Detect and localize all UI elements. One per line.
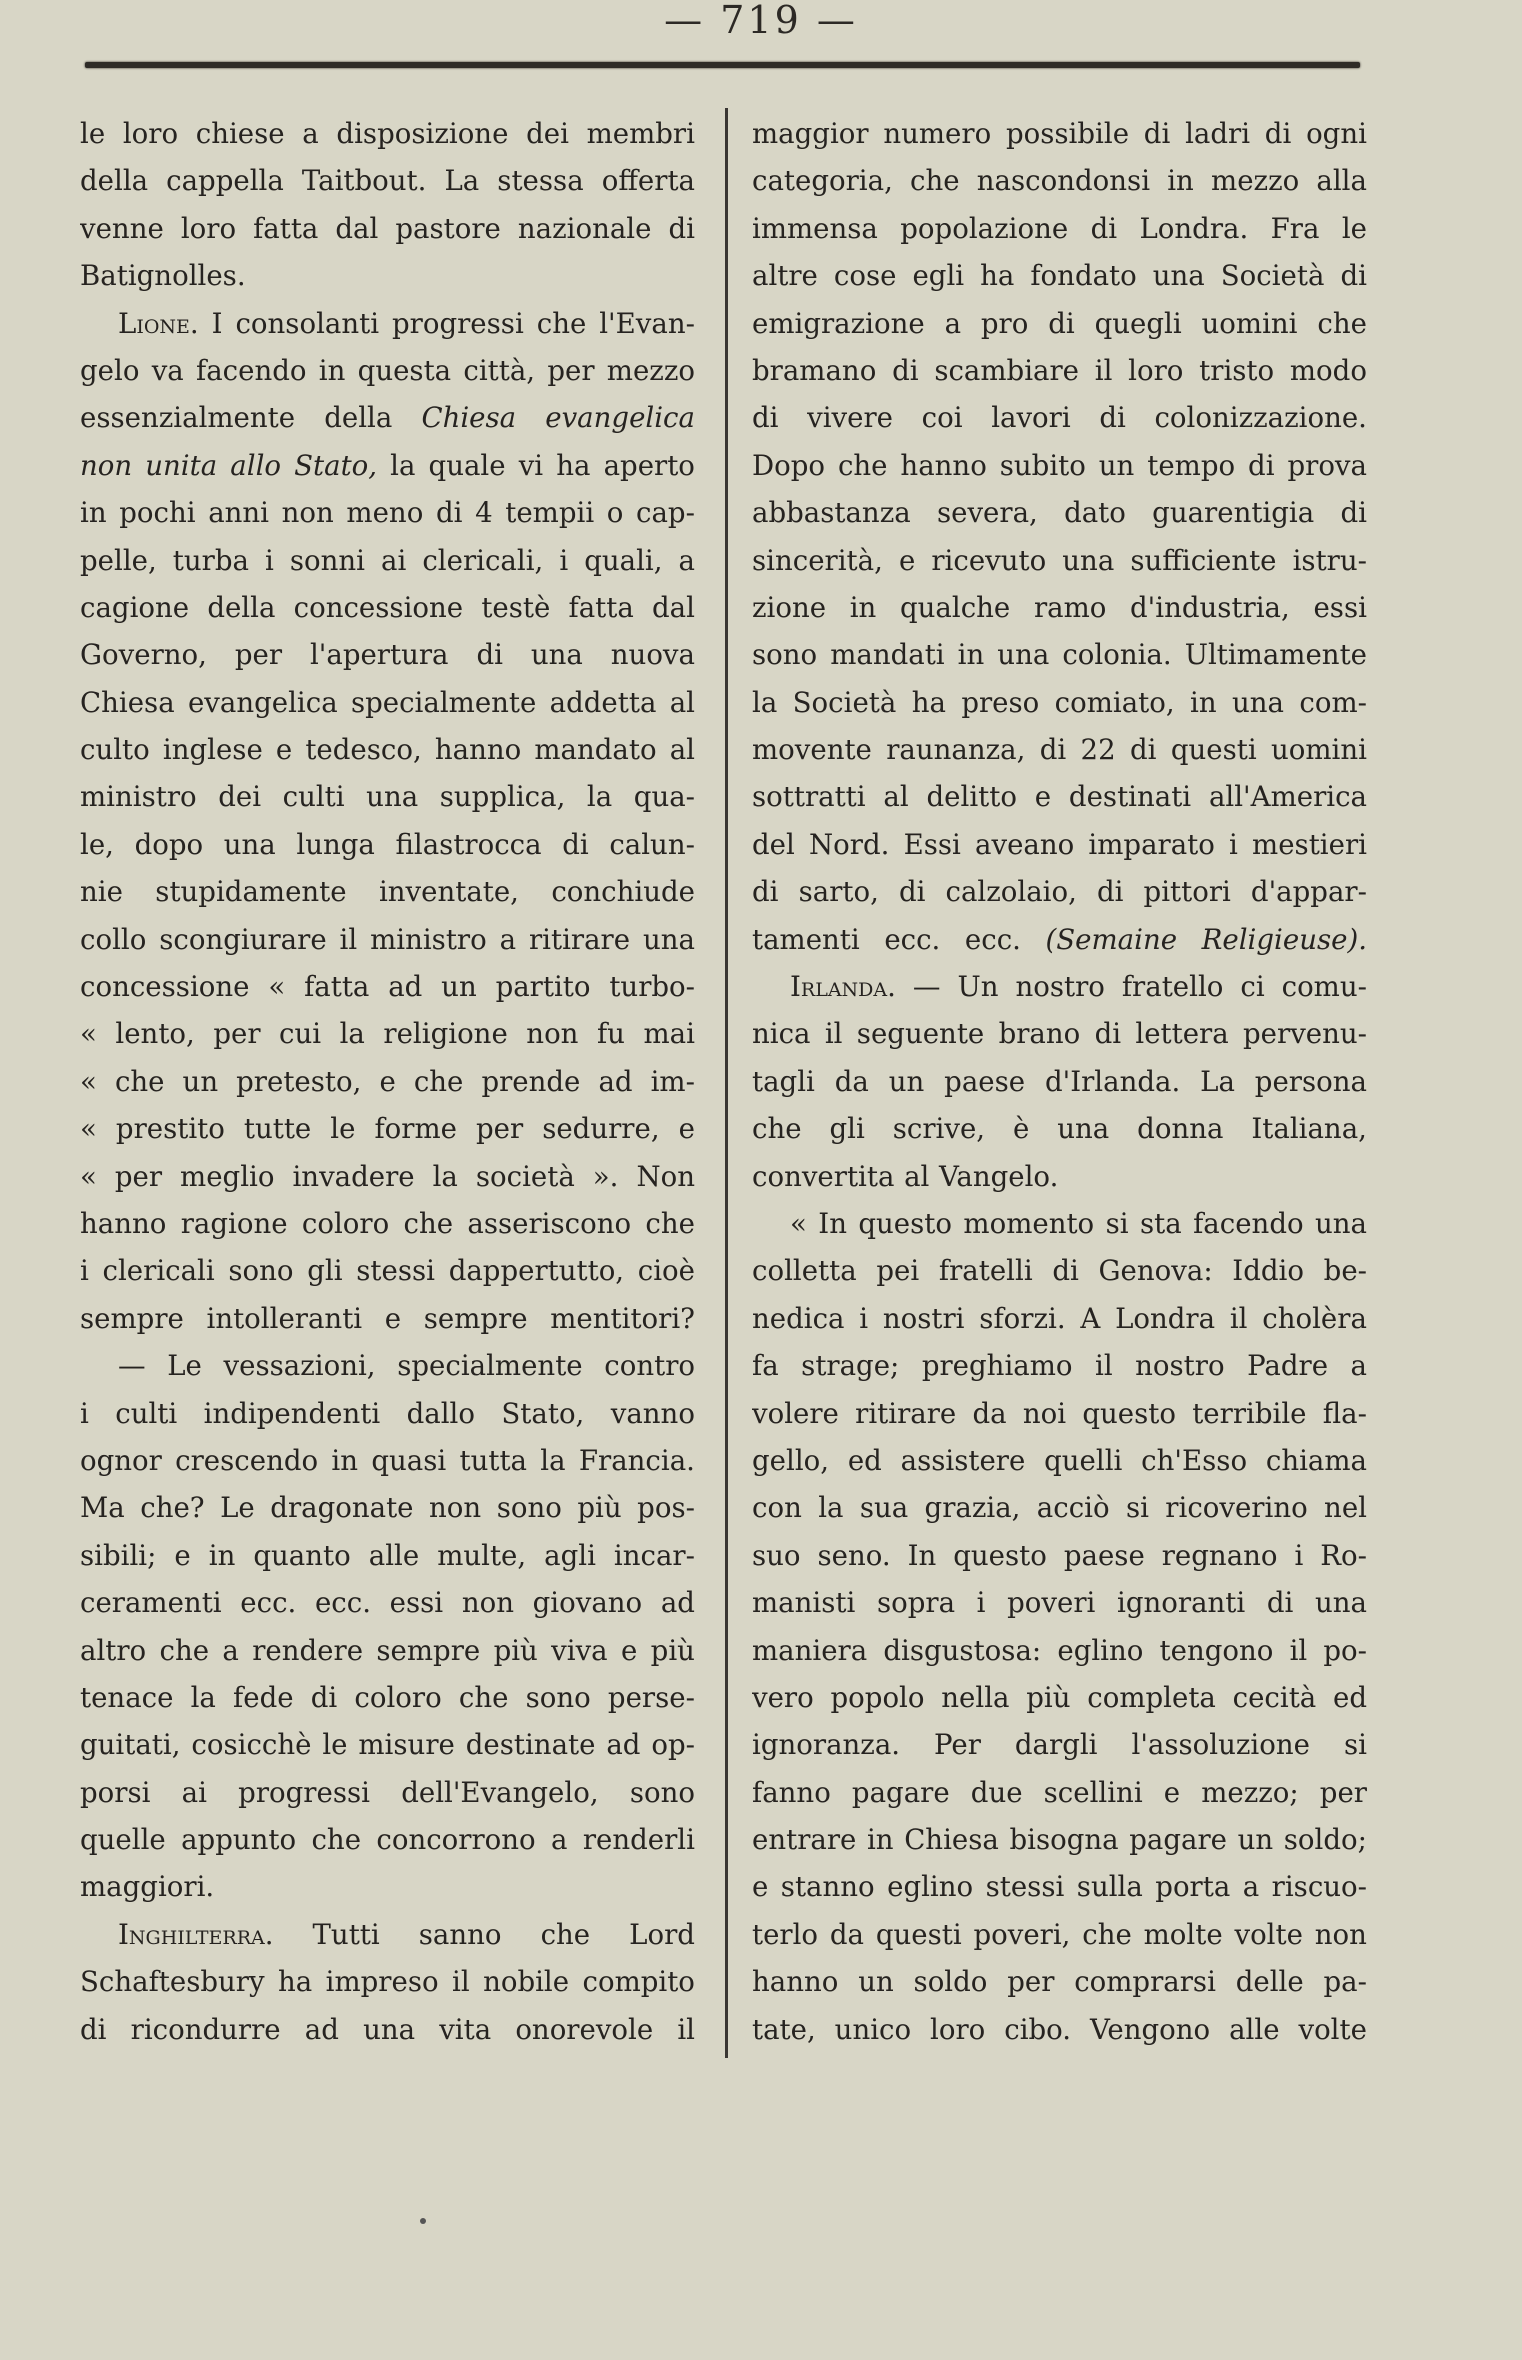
text-line: terlo da questi poveri, che molte volte non — [752, 1917, 1367, 1951]
text-line: nie stupidamente inventate, conchiude — [80, 875, 695, 909]
text-line: con la sua grazia, acciò si ricoverino nel — [752, 1491, 1367, 1525]
text-line: quelle appunto che concorrono a renderli — [80, 1823, 695, 1857]
text-line: Schaftesbury ha impreso il nobile compito — [80, 1965, 695, 1999]
text-line: altro che a rendere sempre più viva e più — [80, 1633, 695, 1667]
text-line: le, dopo una lunga filastrocca di calun- — [80, 827, 695, 861]
text-line: categoria, che nascondonsi in mezzo alla — [752, 164, 1367, 198]
text-line: maniera disgustosa: eglino tengono il po- — [752, 1633, 1367, 1667]
text-line: i clericali sono gli stessi dappertutto, cioè — [80, 1254, 695, 1288]
text-line: maggiori. — [80, 1870, 215, 1904]
text-line: « per meglio invadere la società ». Non — [80, 1159, 695, 1193]
text-line: sibili; e in quanto alle multe, agli incar- — [80, 1538, 695, 1572]
text-line: colletta pei fratelli di Genova: Iddio be- — [752, 1254, 1367, 1288]
text-line: gelo va facendo in questa città, per mezzo — [80, 353, 695, 387]
text-line: hanno un soldo per comprarsi delle pa- — [752, 1965, 1367, 1999]
text-line: immensa popolazione di Londra. Fra le — [752, 211, 1367, 245]
header-rule — [85, 62, 1360, 68]
text-line: emigrazione a pro di quegli uomini che — [752, 306, 1367, 340]
ink-speck — [420, 2218, 426, 2224]
text-line: in pochi anni non meno di 4 tempii o cap- — [80, 496, 695, 530]
text-line: movente raunanza, di 22 di questi uomini — [752, 733, 1367, 767]
text-line: hanno ragione coloro che asseriscono che — [80, 1206, 695, 1240]
text-line: venne loro fatta dal pastore nazionale di — [80, 211, 695, 245]
text-line: e stanno eglino stessi sulla porta a riscuo- — [752, 1870, 1367, 1904]
text-line: le loro chiese a disposizione dei membri — [80, 117, 695, 150]
text-line: maggior numero possibile di ladri di ogni — [752, 117, 1367, 150]
text-line: sincerità, e ricevuto una sufficiente istru- — [752, 543, 1367, 577]
text-line: nica il seguente brano di lettera pervenu- — [752, 1017, 1367, 1051]
text-line: culto inglese e tedesco, hanno mandato al — [80, 733, 695, 767]
column-divider — [725, 108, 728, 2058]
left-column — [80, 110, 695, 2053]
text-line: altre cose egli ha fondato una Società di — [752, 259, 1367, 293]
text-line: essenzialmente della Chiesa evangelica — [80, 401, 695, 435]
text-line: Lione. I consolanti progressi che l'Evan- — [118, 306, 695, 340]
text-line: — Le vessazioni, specialmente contro — [118, 1349, 695, 1383]
text-line: sono mandati in una colonia. Ultimamente — [752, 638, 1367, 672]
text-line: Chiesa evangelica specialmente addetta al — [80, 685, 695, 719]
text-line: di sarto, di calzolaio, di pittori d'appar- — [752, 875, 1367, 909]
text-line: Dopo che hanno subito un tempo di prova — [752, 448, 1367, 482]
text-line: tenace la fede di coloro che sono perse- — [80, 1680, 695, 1714]
text-line: nedica i nostri sforzi. A Londra il cholèra — [752, 1301, 1367, 1335]
text-line: sempre intolleranti e sempre mentitori? — [80, 1301, 695, 1335]
text-line: concessione « fatta ad un partito turbo- — [80, 970, 695, 1004]
text-line: « che un pretesto, e che prende ad im- — [80, 1064, 695, 1098]
text-line: di vivere coi lavori di colonizzazione. — [752, 401, 1367, 435]
text-line: sottratti al delitto e destinati all'America — [752, 780, 1367, 814]
text-line: « lento, per cui la religione non fu mai — [80, 1017, 695, 1051]
text-line: zione in qualche ramo d'industria, essi — [752, 590, 1367, 624]
text-line: pelle, turba i sonni ai clericali, i quali, a — [80, 543, 695, 577]
text-line: tagli da un paese d'Irlanda. La persona — [752, 1064, 1367, 1098]
text-line: abbastanza severa, dato guarentigia di — [752, 496, 1367, 530]
text-line: Batignolles. — [80, 259, 246, 293]
text-line: cagione della concessione testè fatta dal — [80, 590, 695, 624]
text-line: ognor crescendo in quasi tutta la Francia. — [80, 1443, 695, 1477]
text-line: del Nord. Essi aveano imparato i mestieri — [752, 827, 1367, 861]
text-line: tamenti ecc. ecc. (Semaine Religieuse). — [752, 922, 1367, 956]
text-line: la Società ha preso comiato, in una com- — [752, 685, 1367, 719]
text-line: « prestito tutte le forme per sedurre, e — [80, 1112, 695, 1146]
text-line: tate, unico loro cibo. Vengono alle volte — [752, 2012, 1367, 2046]
text-line: Governo, per l'apertura di una nuova — [80, 638, 695, 672]
text-line: entrare in Chiesa bisogna pagare un soldo; — [752, 1823, 1367, 1857]
text-line: vero popolo nella più completa cecità ed — [752, 1680, 1367, 1714]
text-line: gello, ed assistere quelli ch'Esso chiama — [752, 1443, 1367, 1477]
text-line: che gli scrive, è una donna Italiana, — [752, 1112, 1367, 1146]
text-line: di ricondurre ad una vita onorevole il — [80, 2012, 695, 2046]
text-line: Irlanda. — Un nostro fratello ci comu- — [790, 970, 1367, 1004]
text-line: ignoranza. Per dargli l'assoluzione si — [752, 1728, 1367, 1762]
text-line: bramano di scambiare il loro tristo modo — [752, 353, 1367, 387]
text-line: Inghilterra. Tutti sanno che Lord — [118, 1917, 695, 1951]
text-line: convertita al Vangelo. — [752, 1159, 1059, 1193]
text-line: ministro dei culti una supplica, la qua- — [80, 780, 695, 814]
text-line: della cappella Taitbout. La stessa offerta — [80, 164, 695, 198]
text-line: volere ritirare da noi questo terribile fla- — [752, 1396, 1367, 1430]
right-column — [752, 110, 1367, 2053]
text-line: « In questo momento si sta facendo una — [790, 1206, 1367, 1240]
text-line: Ma che? Le dragonate non sono più pos- — [80, 1491, 695, 1525]
text-line: fanno pagare due scellini e mezzo; per — [752, 1775, 1367, 1809]
text-line: fa strage; preghiamo il nostro Padre a — [752, 1349, 1367, 1383]
text-line: suo seno. In questo paese regnano i Ro- — [752, 1538, 1367, 1572]
text-line: collo scongiurare il ministro a ritirare una — [80, 922, 695, 956]
text-line: i culti indipendenti dallo Stato, vanno — [80, 1396, 695, 1430]
text-line: manisti sopra i poveri ignoranti di una — [752, 1586, 1367, 1620]
page-number: — 719 — — [664, 0, 858, 42]
text-line: porsi ai progressi dell'Evangelo, sono — [80, 1775, 695, 1809]
text-line: ceramenti ecc. ecc. essi non giovano ad — [80, 1586, 695, 1620]
text-line: guitati, cosicchè le misure destinate ad op- — [80, 1728, 695, 1762]
text-line: non unita allo Stato, la quale vi ha aperto — [80, 448, 695, 482]
